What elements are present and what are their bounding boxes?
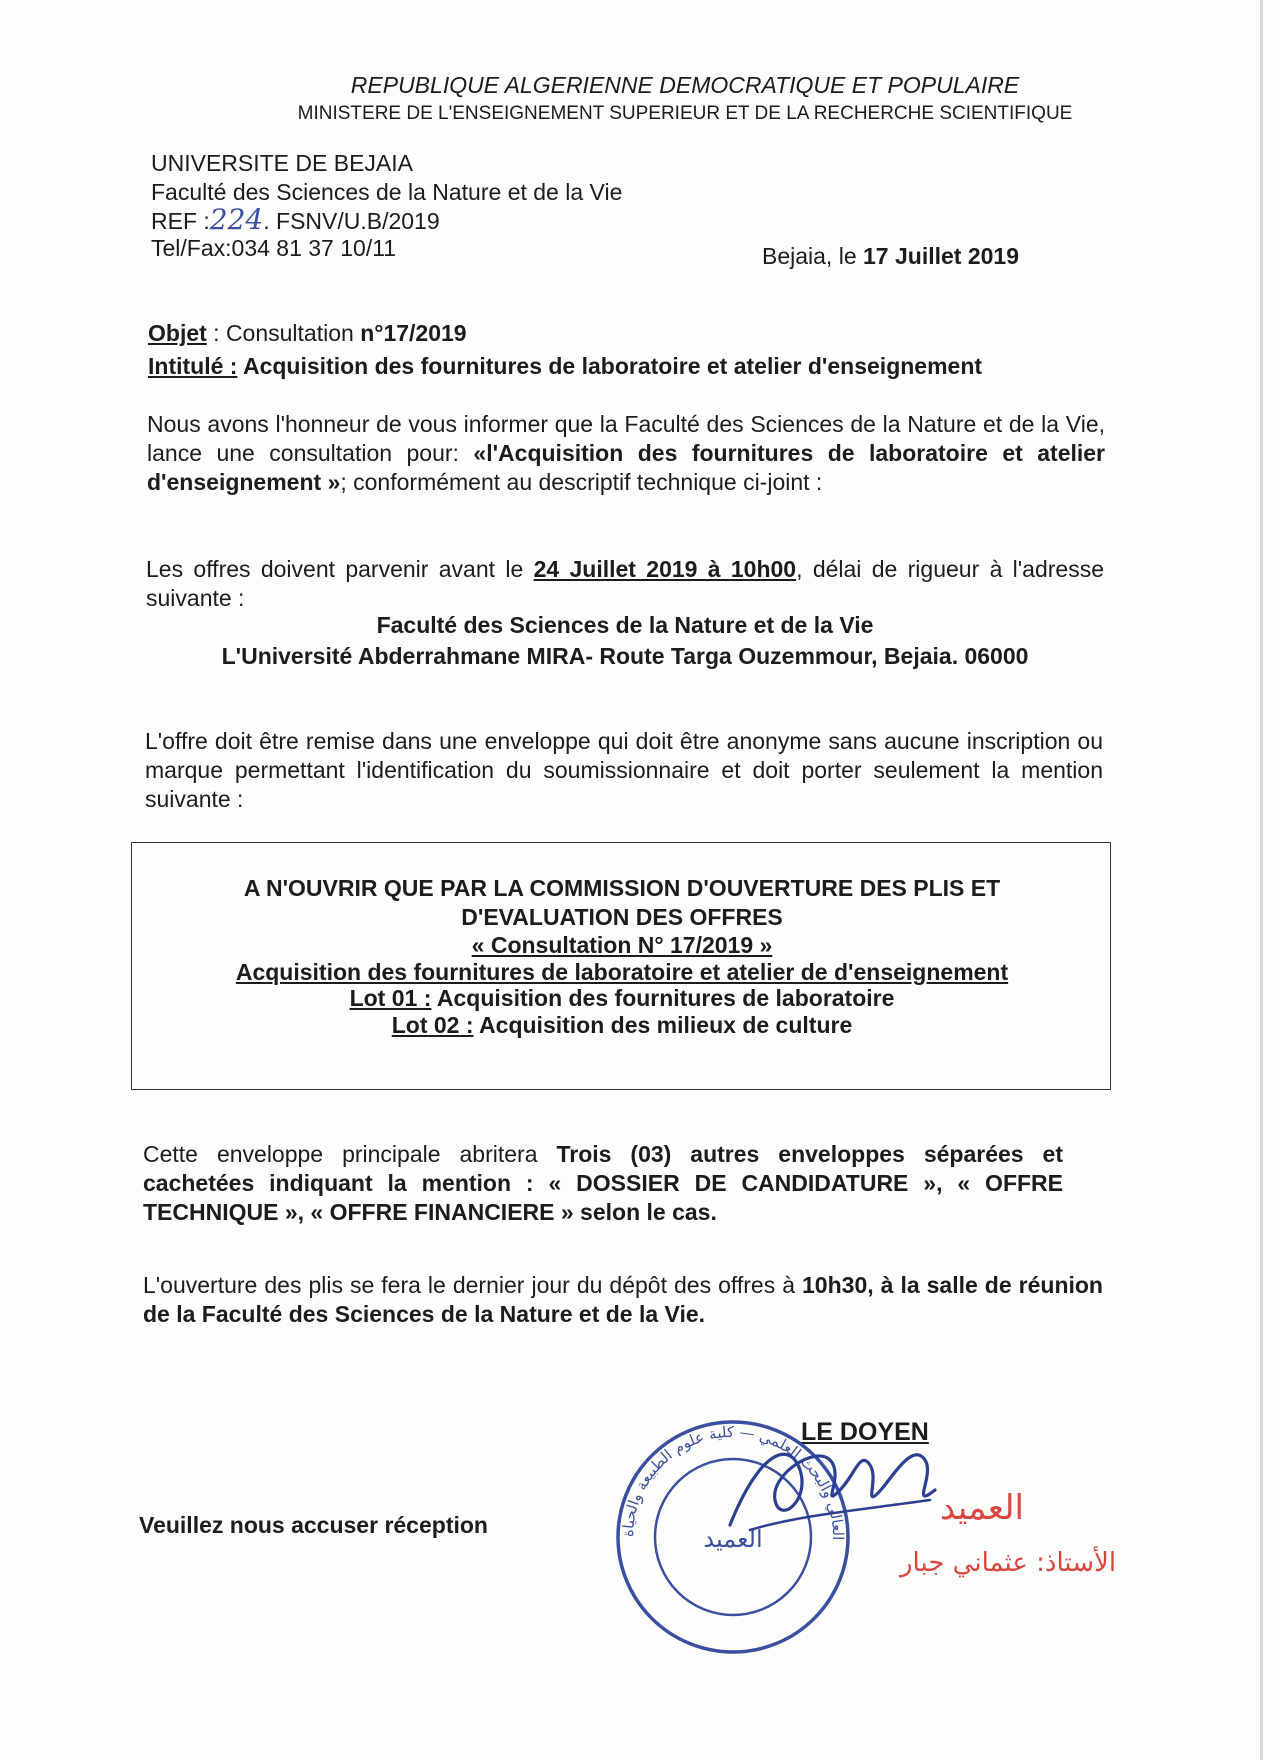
p2-end: , délai de rigueur à l'adresse suivante : xyxy=(146,556,1105,611)
faculty-name: Faculté des Sciences de la Nature et de la Vie xyxy=(151,179,623,205)
box-line-3 xyxy=(132,932,1112,959)
p1-bold: «l'Acquisition des fournitures de laboratoire et atelier d'enseignement » xyxy=(147,440,1106,495)
p1-end: ; conformément au descriptif technique ci-joint : xyxy=(340,469,823,495)
paragraph-opening xyxy=(143,1271,1103,1329)
university-name: UNIVERSITE DE BEJAIA xyxy=(151,150,414,176)
objet-sep: : Consultation xyxy=(206,320,361,346)
envelope-mention-box xyxy=(131,842,1111,1090)
box-line-1: A N'OUVRIR QUE PAR LA COMMISSION D'OUVERTURE DES PLIS ET xyxy=(243,875,1001,901)
ministry-title: MINISTERE DE L'ENSEIGNEMENT SUPERIEUR ET DE LA RECHERCHE SCIENTIFIQUE xyxy=(297,103,1073,124)
address-line-2: L'Université Abderrahmane MIRA- Route Targa Ouzemmour, Bejaia. 06000 xyxy=(221,643,1029,669)
objet-label: Objet xyxy=(148,320,207,346)
box-acquisition: Acquisition des fournitures de laboratoire et atelier de d'enseignement xyxy=(235,959,1009,985)
paragraph-subenvelopes xyxy=(143,1140,1063,1227)
intitule-line xyxy=(148,353,982,380)
telfax: Tel/Fax:034 81 37 10/11 xyxy=(151,235,397,261)
box-consultation: « Consultation N° 17/2019 » xyxy=(471,932,773,958)
paragraph-deadline xyxy=(146,555,1104,613)
objet-line xyxy=(148,320,467,347)
date-value: 17 Juillet 2019 xyxy=(863,243,1020,269)
date-line xyxy=(762,243,1019,270)
ref-handwritten-number: 224 xyxy=(209,203,264,236)
paragraph-intro xyxy=(147,410,1105,497)
date-place: Bejaia, le xyxy=(762,243,864,269)
ref-suffix: . FSNV/U.B/2019 xyxy=(263,208,440,234)
address-line-1: Faculté des Sciences de la Nature et de la Vie xyxy=(376,612,874,638)
p4-text: Cette enveloppe principale abritera xyxy=(143,1141,557,1167)
intitule-text: Acquisition des fournitures de laboratoire et atelier d'enseignement xyxy=(237,353,983,379)
lot2-text: Acquisition des milieux de culture xyxy=(473,1012,853,1038)
p4-bold: Trois (03) autres enveloppes séparées et cachetées indiquant la mention : « DOSSIER DE CANDIDATURE », « OFFRE TECHNIQUE », « OFFRE FINANCIERE » selon le cas. xyxy=(143,1141,1063,1225)
ref-label: REF : xyxy=(151,208,210,234)
box-line-4 xyxy=(132,959,1112,986)
republic-title: REPUBLIQUE ALGERIENNE DEMOCRATIQUE ET POPULAIRE xyxy=(350,72,1020,98)
p1-text: Nous avons l'honneur de vous informer que la Faculté des Sciences de la Nature et de la Vie, lance une consultation pour: xyxy=(147,411,1105,466)
red-stamp-dean: العميد xyxy=(940,1488,1024,1528)
lot2-label: Lot 02 : xyxy=(391,1012,474,1038)
lot1-text: Acquisition des fournitures de laboratoire xyxy=(431,985,895,1011)
paragraph-envelope: L'offre doit être remise dans une enveloppe qui doit être anonyme sans aucune inscription ou marque permettant l'identification du soumissionnaire et doit porter seulement la mention suivante : xyxy=(145,728,1103,812)
seal-ring-text: العالي والبحث العلمي — كلية علوم الطبيعة والحياة xyxy=(618,1422,848,1541)
p5-text: L'ouverture des plis se fera le dernier jour du dépôt des offres à xyxy=(143,1272,803,1298)
red-stamp-name: الأستاذ: عثماني جبار xyxy=(900,1548,1117,1578)
box-lot-2 xyxy=(132,1012,1112,1039)
seal-center-text: العميد xyxy=(703,1525,763,1553)
lot1-label: Lot 01 : xyxy=(349,985,432,1011)
p2-text: Les offres doivent parvenir avant le xyxy=(146,556,534,582)
page-edge xyxy=(1260,0,1263,1760)
intitule-label: Intitulé : xyxy=(148,353,238,379)
objet-number: n°17/2019 xyxy=(360,320,467,346)
p5-bold: 10h30, à la salle de réunion de la Faculté des Sciences de la Nature et de la Vie. xyxy=(143,1272,1103,1327)
box-lot-1 xyxy=(132,985,1112,1012)
p2-deadline: 24 Juillet 2019 à 10h00 xyxy=(533,556,797,582)
box-line-2: D'EVALUATION DES OFFRES xyxy=(461,904,783,930)
handwritten-signature xyxy=(720,1430,950,1550)
reference-line xyxy=(151,203,440,236)
acknowledge-request: Veuillez nous accuser réception xyxy=(139,1512,488,1538)
signatory-title: LE DOYEN xyxy=(801,1418,929,1446)
